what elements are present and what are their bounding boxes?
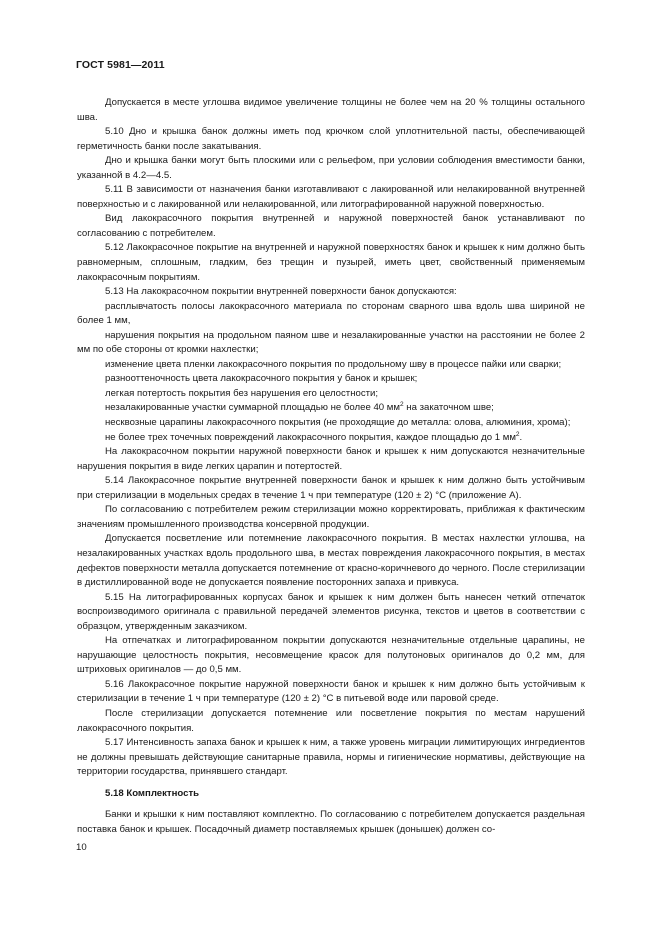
list-item	[77, 401, 585, 416]
body-text	[77, 96, 585, 837]
standard-header: ГОСТ 5981—2011	[76, 59, 165, 71]
paragraph-5-11: 5.11 В зависимости от назначения банки изготавливают с лакированной или нелакированной внутренней поверхностью и с лакированной или нелакированной, или литографированной наружной поверхностью.	[77, 184, 585, 210]
paragraph: На отпечатках и литографированном покрытии допускаются незначительные отдельные царапины, не нарушающие целостность покрытия, несовмещение красок для полутоновых оригиналов до 0,2 мм, для штриховых оригиналов — до 0,5 мм.	[77, 635, 585, 676]
paragraph: Допускается посветление или потемнение лакокрасочного покрытия. В местах нахлестки углошва, на незалакированных участках вдоль продольного шва, в местах повреждения лакокрасочного покрытия, в местах дефектов поверхности металла допускается потемнение от красно-коричневого до черного. После стерилизации в дистиллированной воде не допускается появление посторонних запаха и привкуса.	[77, 533, 585, 589]
list-item-text: не более трех точечных повреждений лакокрасочного покрытия, каждое площадью до 1 мм	[105, 431, 516, 443]
paragraph-5-14: 5.14 Лакокрасочное покрытие внутренней поверхности банок и крышек к ним должно быть устойчивым при стерилизации в модельных средах в течение 1 ч при температуре (120 ± 2) °С (приложение А).	[77, 475, 585, 501]
page-number: 10	[76, 842, 87, 853]
superscript: 2	[515, 430, 520, 438]
paragraph-5-13: 5.13 На лакокрасочном покрытии внутренней поверхности банок допускаются:	[105, 286, 457, 298]
paragraph: Вид лакокрасочного покрытия внутренней и наружной поверхностей банок устанавливают по согласованию с потребителем.	[77, 213, 585, 239]
paragraph: После стерилизации допускается потемнение или посветление покрытия по местам нарушений лакокрасочного покрытия.	[77, 707, 585, 734]
paragraph-5-16: 5.16 Лакокрасочное покрытие наружной поверхности банок и крышек к ним должно быть устойчивым к стерилизации в течение 1 ч при температуре (120 ± 2) °С в питьевой воде или паровой среде.	[77, 678, 585, 705]
section-heading: 5.18 Комплектность	[105, 787, 200, 799]
list-item: легкая потертость покрытия без нарушения его целостности;	[105, 387, 379, 399]
paragraph: Допускается в месте углошва видимое увеличение толщины не более чем на 20 % толщины остального шва.	[77, 97, 585, 123]
paragraph-5-10: 5.10 Дно и крышка банок должны иметь под крючком слой уплотнительной пасты, обеспечивающей герметичность банки после закатывания.	[77, 126, 585, 152]
list-item: изменение цвета пленки лакокрасочного покрытия по продольному шву в процессе пайки или сварки;	[105, 358, 562, 370]
list-item: нарушения покрытия на продольном паяном шве и незалакированные участки на расстоянии не более 2 мм по обе стороны от кромки нахлестки;	[77, 329, 585, 356]
superscript: 2	[400, 401, 404, 409]
paragraph-5-17: 5.17 Интенсивность запаха банок и крышек к ним, а также уровень миграции лимитирующих ингредиентов не должны превышать действующие санитарные правила, нормы и гигиенические нормативы, действующие на территории государства, принявшего стандарт.	[77, 737, 585, 778]
list-item-text: незалакированные участки суммарной площадью не более 40 мм	[105, 402, 400, 414]
paragraph: На лакокрасочном покрытии наружной поверхности банок и крышек к ним допускаются незначительные нарушения покрытия в виде легких царапин и потертостей.	[77, 446, 585, 472]
list-item-end: на закаточном шве;	[403, 402, 494, 414]
paragraph: Дно и крышка банки могут быть плоскими или с рельефом, при условии соблюдения вместимости банки, указанной в 4.2—4.5.	[77, 155, 585, 181]
paragraph: Банки и крышки к ним поставляют комплектно. По согласованию с потребителем допускается раздельная поставка банок и крышек. Посадочный диаметр поставляемых крышек (донышек) должен со-	[77, 809, 585, 835]
paragraph: По согласованию с потребителем режим стерилизации можно корректировать, приближая к фактическим значениям промышленного производства консервной продукции.	[77, 504, 585, 530]
list-item: несквозные царапины лакокрасочного покрытия (не проходящие до металла: олова, алюминия, хрома);	[105, 417, 571, 429]
list-item: расплывчатость полосы лакокрасочного материала по сторонам сварного шва вдоль шва шириной не более 1 мм,	[77, 300, 585, 327]
list-item: разнооттеночность цвета лакокрасочного покрытия у банок и крышек;	[105, 373, 418, 385]
list-item	[77, 431, 585, 446]
list-item-end: .	[519, 431, 523, 443]
paragraph-5-12: 5.12 Лакокрасочное покрытие на внутренней и наружной поверхностях банок и крышек к ним должно быть равномерным, сплошным, гладким, без трещин и пузырей, иметь цвет, свойственный применяемым лакокрасочным покрытиям.	[77, 242, 585, 283]
paragraph-5-15: 5.15 На литографированных корпусах банок и крышек к ним должен быть нанесен четкий отпечаток воспроизводимого оригинала с правильной передачей элементов рисунка, текстов и цветов в соответствии с образцом, утвержденным заказчиком.	[77, 591, 585, 632]
